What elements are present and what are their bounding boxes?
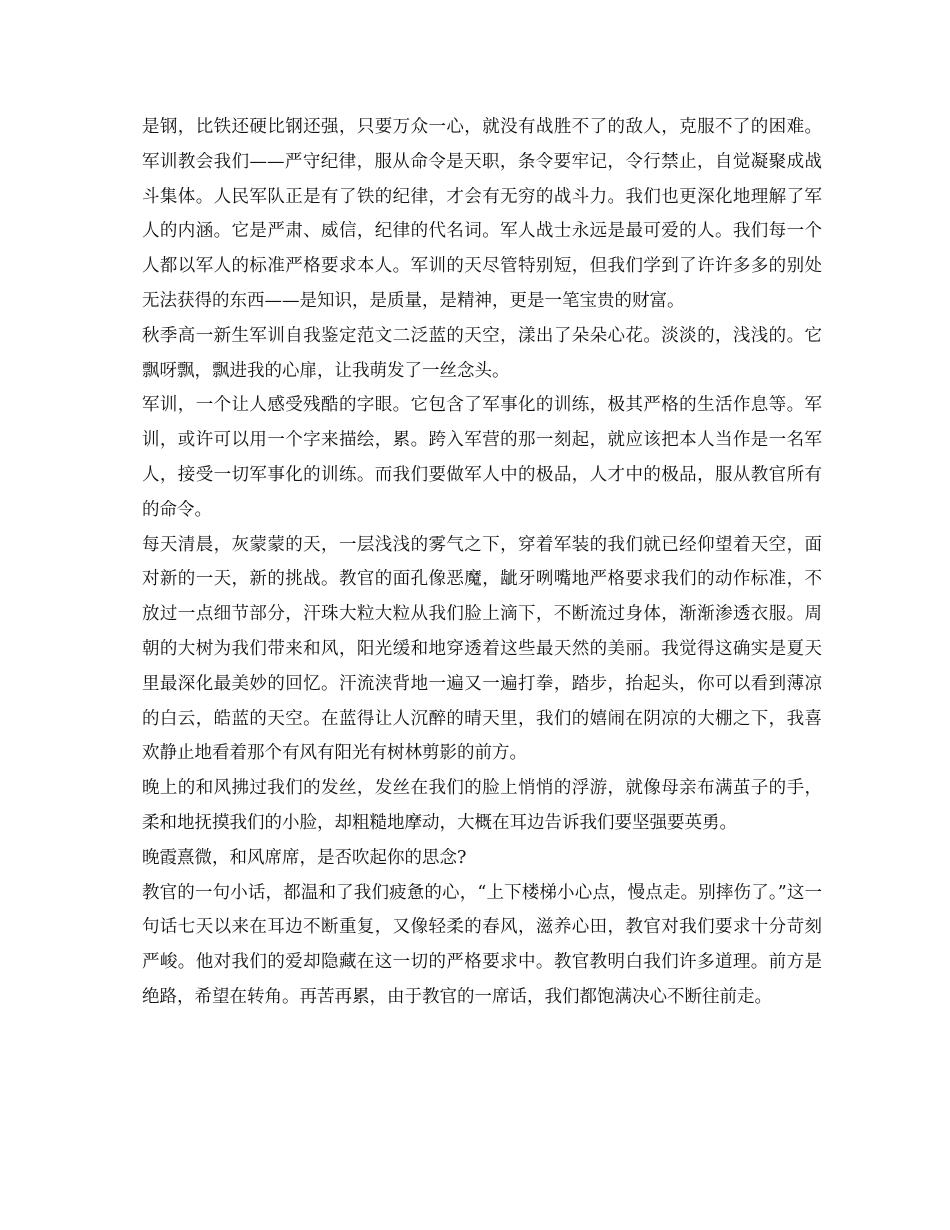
paragraph-7: 教官的一句小话，都温和了我们疲惫的心，“上下楼梯小心点，慢点走。别摔伤了。”这一句话七天以来在耳边不断重复，又像轻柔的春风，滋养心田，教官对我们要求十分苛刻严峻。他对我们的爱却隐藏在这一切的严格要求中。教官教明白我们许多道理。前方是绝路，希望在转角。再苦再累，由于教官的一席话，我们都饱满决心不断往前走。 bbox=[142, 882, 822, 1007]
paragraph-2: 秋季高一新生军训自我鉴定范文二泛蓝的天空，漾出了朵朵心花。淡淡的，浅浅的。它飘呀飘，飘进我的心扉，让我萌发了一丝念头。 bbox=[142, 325, 822, 381]
paragraph-3: 军训，一个让人感受残酷的字眼。它包含了军事化的训练，极其严格的生活作息等。军训，或许可以用一个字来描绘，累。跨入军营的那一刻起，就应该把本人当作是一名军人，接受一切军事化的训练。而我们要做军人中的极品，人才中的极品，服从教官所有的命令。 bbox=[142, 395, 822, 520]
paragraph-6: 晚霞熹微，和风席席，是否吹起你的思念? bbox=[142, 847, 467, 868]
paragraph-5: 晚上的和风拂过我们的发丝，发丝在我们的脸上悄悄的浮游，就像母亲布满茧子的手，柔和地抚摸我们的小脸，却粗糙地摩动，大概在耳边告诉我们要坚强要英勇。 bbox=[142, 778, 822, 833]
paragraph-4: 每天清晨，灰蒙蒙的天，一层浅浅的雾气之下，穿着军装的我们就已经仰望着天空，面对新的一天，新的挑战。教官的面孔像恶魔，龇牙咧嘴地严格要求我们的动作标准，不放过一点细节部分，汗珠大粒大粒从我们脸上滴下，不断流过身体，渐渐渗透衣服。周朝的大树为我们带来和风，阳光缓和地穿透着这些最天然的美丽。我觉得这确实是夏天里最深化最美妙的回忆。汗流浃背地一遍又一遍打拳，踏步，抬起头，你可以看到薄凉的白云，皓蓝的天空。在蓝得让人沉醉的晴天里，我们的嬉闹在阴凉的大棚之下，我喜欢静止地看着那个有风有阳光有树林剪影的前方。 bbox=[142, 534, 822, 764]
paragraph-1: 是钢，比铁还硬比钢还强，只要万众一心，就没有战胜不了的敌人，克服不了的困难。军训教会我们——严守纪律，服从命令是天职，条令要牢记，令行禁止，自觉凝聚成战斗集体。人民军队正是有了铁的纪律，才会有无穷的战斗力。我们也更深化地理解了军人的内涵。它是严肃、威信，纪律的代名词。军人战士永远是最可爱的人。我们每一个人都以军人的标准严格要求本人。军训的天尽管特别短，但我们学到了许许多多的别处无法获得的东西——是知识，是质量，是精神，更是一笔宝贵的财富。 bbox=[142, 117, 822, 311]
document-body bbox=[142, 110, 822, 1015]
